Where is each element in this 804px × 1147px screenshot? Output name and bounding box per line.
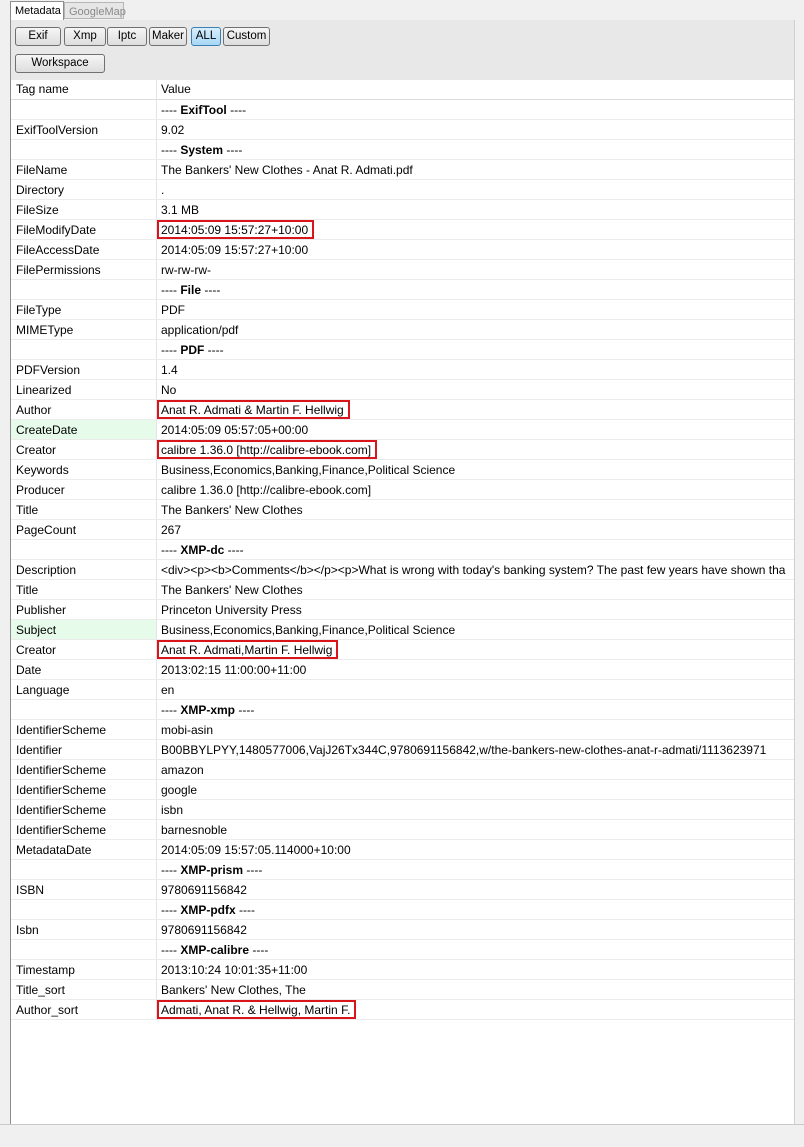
table-row[interactable] <box>11 620 794 640</box>
value-cell: . <box>161 183 165 197</box>
tag-name-cell: FileSize <box>16 203 59 217</box>
tag-name-cell: FileAccessDate <box>16 243 100 257</box>
tag-name-cell: Keywords <box>16 463 69 477</box>
tag-name-cell: PageCount <box>16 523 77 537</box>
value-cell: Anat R. Admati,Martin F. Hellwig <box>161 643 333 657</box>
value-cell: application/pdf <box>161 323 239 337</box>
section-row[interactable] <box>11 940 794 960</box>
table-row[interactable] <box>11 380 794 400</box>
table-row[interactable] <box>11 740 794 760</box>
section-row[interactable] <box>11 140 794 160</box>
section-label: ---- XMP-dc ---- <box>161 543 244 557</box>
table-row[interactable] <box>11 960 794 980</box>
tab-googlemap[interactable]: GoogleMap <box>64 2 124 19</box>
value-cell: mobi-asin <box>161 723 214 737</box>
section-row[interactable] <box>11 860 794 880</box>
tag-name-cell: Isbn <box>16 923 39 937</box>
value-cell: The Bankers' New Clothes <box>161 583 303 597</box>
value-cell: Business,Economics,Banking,Finance,Political Science <box>161 623 456 637</box>
section-label: ---- XMP-prism ---- <box>161 863 263 877</box>
tag-name-cell: Producer <box>16 483 65 497</box>
table-row[interactable] <box>11 780 794 800</box>
value-cell: 2014:05:09 15:57:05.114000+10:00 <box>161 843 351 857</box>
table-row[interactable] <box>11 160 794 180</box>
value-cell: rw-rw-rw- <box>161 263 211 277</box>
tag-name-cell: Title_sort <box>16 983 65 997</box>
table-row[interactable] <box>11 560 794 580</box>
table-row[interactable] <box>11 580 794 600</box>
exif-button[interactable]: Exif <box>15 27 61 46</box>
custom-button[interactable]: Custom <box>223 27 270 46</box>
table-row[interactable] <box>11 1000 794 1020</box>
annotation-box <box>157 400 350 419</box>
value-cell: 2013:02:15 11:00:00+11:00 <box>161 663 307 677</box>
table-row[interactable] <box>11 820 794 840</box>
value-cell: 9.02 <box>161 123 185 137</box>
tag-name-cell: IdentifierScheme <box>16 803 107 817</box>
tag-name-cell: Author_sort <box>16 1003 79 1017</box>
table-row[interactable] <box>11 640 794 660</box>
tab-metadata[interactable]: Metadata <box>10 1 64 20</box>
table-header <box>11 80 794 100</box>
tag-name-cell: Subject <box>16 623 57 637</box>
maker-button[interactable]: Maker <box>149 27 187 46</box>
value-cell: 9780691156842 <box>161 883 247 897</box>
tag-name-cell: IdentifierScheme <box>16 823 107 837</box>
section-label: ---- File ---- <box>161 283 221 297</box>
section-label: ---- System ---- <box>161 143 243 157</box>
tag-name-cell: Linearized <box>16 383 72 397</box>
tag-name-cell: FilePermissions <box>16 263 101 277</box>
tag-name-cell: IdentifierScheme <box>16 763 107 777</box>
tag-name-cell: CreateDate <box>16 423 78 437</box>
value-cell: The Bankers' New Clothes <box>161 503 303 517</box>
table-row[interactable] <box>11 500 794 520</box>
tag-name-cell: Title <box>16 503 39 517</box>
tag-name-cell: MIMEType <box>16 323 74 337</box>
value-cell: Anat R. Admati & Martin F. Hellwig <box>161 403 344 417</box>
value-cell: isbn <box>161 803 184 817</box>
column-header-tag[interactable]: Tag name <box>16 82 69 96</box>
table-row[interactable] <box>11 840 794 860</box>
section-label: ---- XMP-pdfx ---- <box>161 903 255 917</box>
section-label: ---- PDF ---- <box>161 343 224 357</box>
tag-name-cell: Language <box>16 683 70 697</box>
value-cell: B00BBYLPYY,1480577006,VajJ26Tx344C,9780691156842,w/the-bankers-new-clothes-anat-r-admati/1113623971 <box>161 743 767 757</box>
table-row[interactable] <box>11 300 794 320</box>
section-row[interactable] <box>11 100 794 120</box>
value-cell: The Bankers' New Clothes - Anat R. Admati.pdf <box>161 163 413 177</box>
tag-name-cell: Title <box>16 583 39 597</box>
tag-name-cell: Date <box>16 663 42 677</box>
table-row[interactable] <box>11 600 794 620</box>
value-cell: calibre 1.36.0 [http://calibre-ebook.com] <box>161 483 372 497</box>
column-header-value[interactable]: Value <box>161 82 191 96</box>
value-cell: 1.4 <box>161 363 178 377</box>
value-cell: Bankers' New Clothes, The <box>161 983 306 997</box>
table-row[interactable] <box>11 400 794 420</box>
tag-name-cell: MetadataDate <box>16 843 92 857</box>
vertical-scrollbar[interactable] <box>794 20 804 1124</box>
tag-name-cell: Publisher <box>16 603 67 617</box>
section-row[interactable] <box>11 540 794 560</box>
toolbar <box>11 20 794 80</box>
table-row[interactable] <box>11 660 794 680</box>
table-row[interactable] <box>11 180 794 200</box>
xmp-button[interactable]: Xmp <box>64 27 106 46</box>
value-cell: 2014:05:09 15:57:27+10:00 <box>161 223 309 237</box>
tag-name-cell: IdentifierScheme <box>16 723 107 737</box>
table-row[interactable] <box>11 320 794 340</box>
tab-bar <box>0 0 804 20</box>
tag-name-cell: PDFVersion <box>16 363 81 377</box>
tag-name-cell: FileName <box>16 163 68 177</box>
table-row[interactable] <box>11 220 794 240</box>
tag-name-cell: Directory <box>16 183 65 197</box>
table-row[interactable] <box>11 760 794 780</box>
tag-name-cell: IdentifierScheme <box>16 783 107 797</box>
section-row[interactable] <box>11 900 794 920</box>
section-label: ---- XMP-calibre ---- <box>161 943 269 957</box>
section-row[interactable] <box>11 700 794 720</box>
tag-name-cell: Creator <box>16 643 57 657</box>
table-row[interactable] <box>11 520 794 540</box>
value-cell: 3.1 MB <box>161 203 200 217</box>
tag-name-cell: ExifToolVersion <box>16 123 99 137</box>
value-cell: No <box>161 383 177 397</box>
annotation-box <box>157 440 377 459</box>
table-row[interactable] <box>11 880 794 900</box>
section-row[interactable] <box>11 280 794 300</box>
annotation-box <box>157 1000 356 1019</box>
table-row[interactable] <box>11 800 794 820</box>
section-row[interactable] <box>11 340 794 360</box>
value-cell: PDF <box>161 303 185 317</box>
value-cell: google <box>161 783 198 797</box>
value-cell: Princeton University Press <box>161 603 302 617</box>
section-label: ---- XMP-xmp ---- <box>161 703 255 717</box>
value-cell: Business,Economics,Banking,Finance,Political Science <box>161 463 456 477</box>
table-row[interactable] <box>11 200 794 220</box>
tag-name-cell: FileType <box>16 303 62 317</box>
table-row[interactable] <box>11 440 794 460</box>
value-cell: calibre 1.36.0 [http://calibre-ebook.com] <box>161 443 372 457</box>
tag-name-cell: Author <box>16 403 52 417</box>
value-cell: <div><p><b>Comments</b></p><p>What is wrong with today's banking system? The past few years have shown tha <box>161 563 786 577</box>
value-cell: 2014:05:09 05:57:05+00:00 <box>161 423 309 437</box>
table-row[interactable] <box>11 420 794 440</box>
table-row[interactable] <box>11 680 794 700</box>
table-row[interactable] <box>11 260 794 280</box>
section-label: ---- ExifTool ---- <box>161 103 247 117</box>
value-cell: amazon <box>161 763 204 777</box>
value-cell: 267 <box>161 523 182 537</box>
table-row[interactable] <box>11 360 794 380</box>
all-button[interactable]: ALL <box>191 27 221 46</box>
value-cell: Admati, Anat R. & Hellwig, Martin F. <box>161 1003 351 1017</box>
table-row[interactable] <box>11 480 794 500</box>
table-row[interactable] <box>11 120 794 140</box>
table-row[interactable] <box>11 240 794 260</box>
value-cell: 2013:10:24 10:01:35+11:00 <box>161 963 308 977</box>
table-row[interactable] <box>11 460 794 480</box>
workspace-button[interactable]: Workspace <box>15 54 105 73</box>
table-row[interactable] <box>11 720 794 740</box>
value-cell: en <box>161 683 175 697</box>
tag-name-cell: ISBN <box>16 883 45 897</box>
status-bar <box>0 1124 804 1147</box>
annotation-box <box>157 220 314 239</box>
tag-name-cell: Timestamp <box>16 963 75 977</box>
value-cell: barnesnoble <box>161 823 228 837</box>
tag-name-cell: Creator <box>16 443 57 457</box>
tag-name-cell: Description <box>16 563 77 577</box>
table-row[interactable] <box>11 980 794 1000</box>
value-cell: 2014:05:09 15:57:27+10:00 <box>161 243 309 257</box>
iptc-button[interactable]: Iptc <box>107 27 147 46</box>
tag-name-cell: FileModifyDate <box>16 223 97 237</box>
value-cell: 9780691156842 <box>161 923 247 937</box>
annotation-box <box>157 640 338 659</box>
tag-name-cell: Identifier <box>16 743 63 757</box>
table-row[interactable] <box>11 920 794 940</box>
